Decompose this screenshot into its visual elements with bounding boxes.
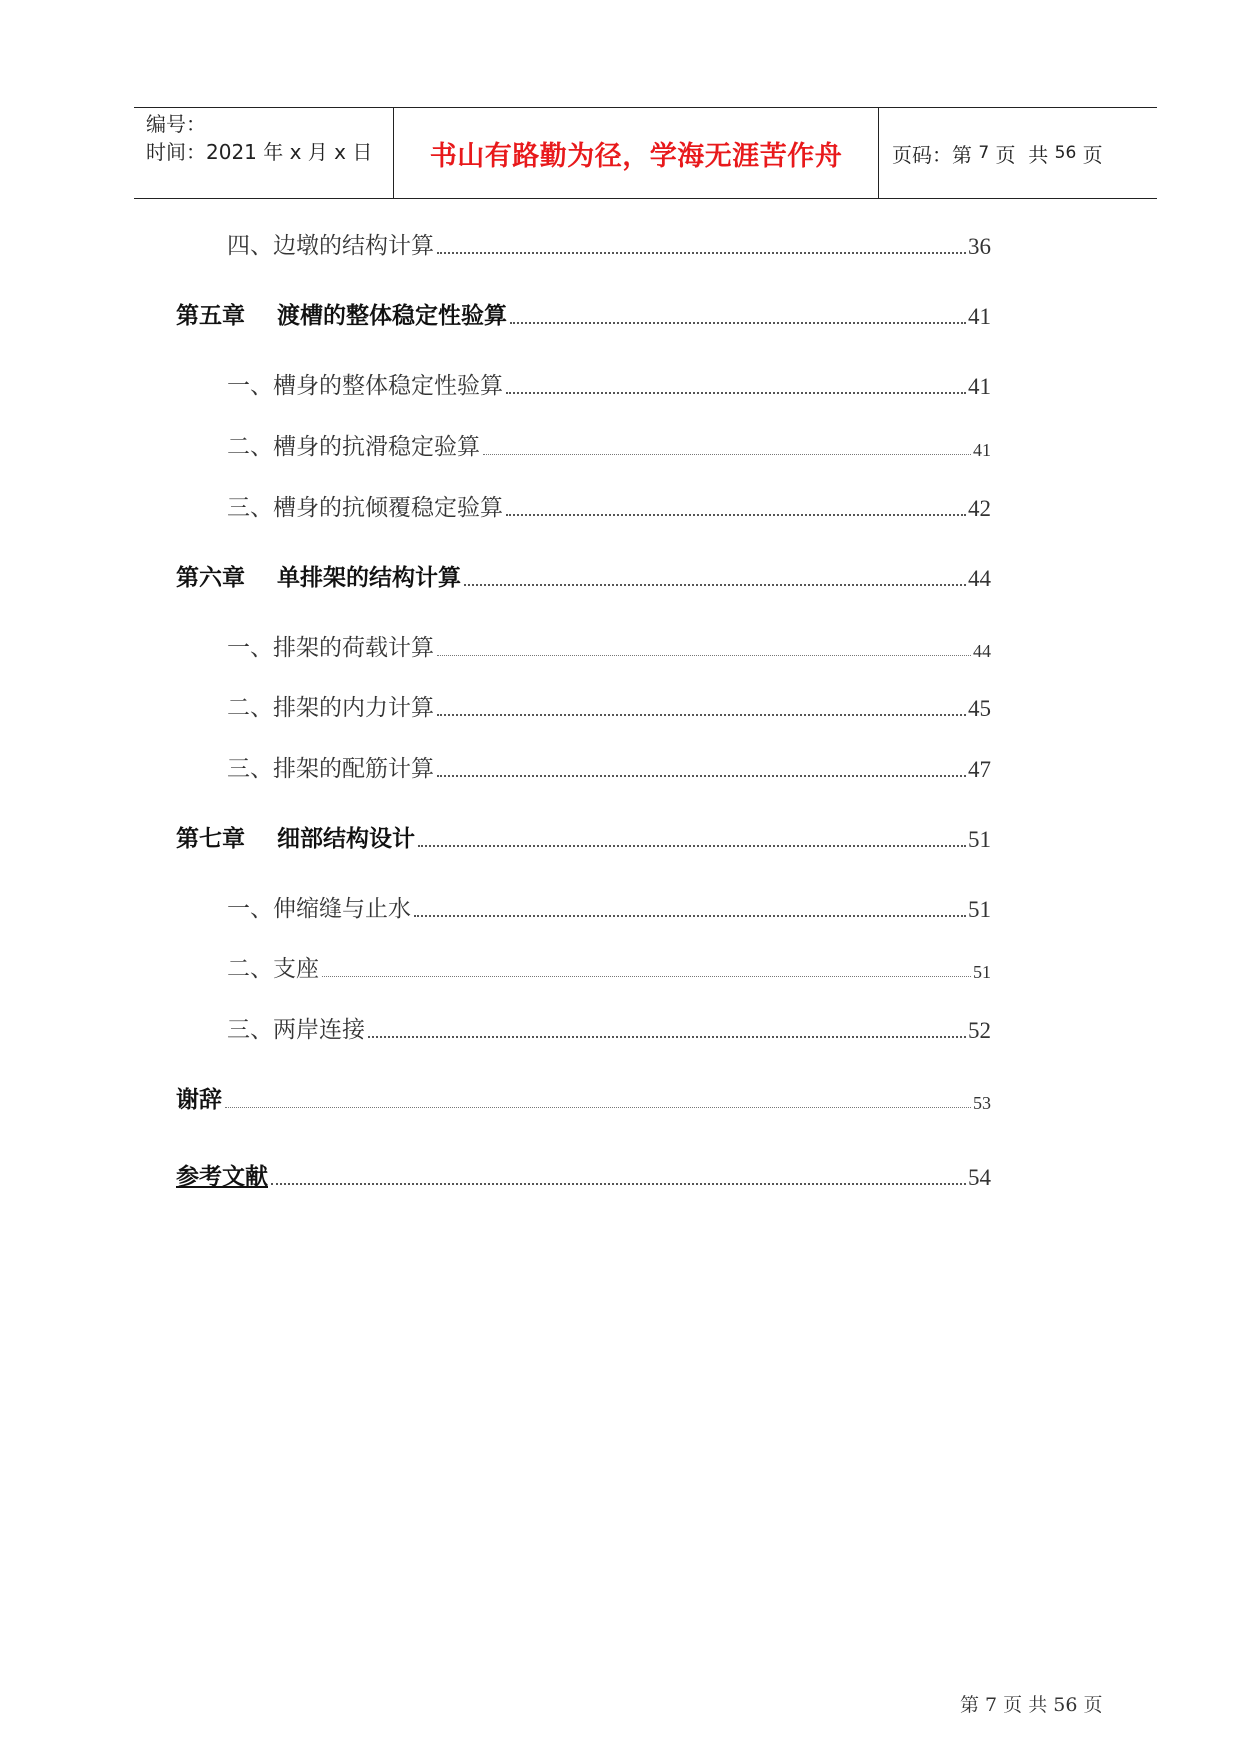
toc-entry-label: 第五章 渡槽的整体稳定性验算 xyxy=(176,302,508,329)
toc-chapter-entry[interactable] xyxy=(176,1078,991,1114)
toc-entry-label: 四、边墩的结构计算 xyxy=(227,233,434,259)
toc-leader xyxy=(225,1107,971,1108)
toc-leader xyxy=(437,252,966,254)
toc-entry-label: 三、排架的配筋计算 xyxy=(227,756,434,782)
toc-leader xyxy=(437,775,966,777)
toc-entry-page: 42 xyxy=(968,496,991,521)
toc-entry-label: 一、槽身的整体稳定性验算 xyxy=(227,373,503,399)
toc-entry[interactable] xyxy=(176,364,991,400)
toc-leader xyxy=(368,1036,966,1038)
toc-entry-page: 36 xyxy=(968,234,991,259)
page-total: 56 xyxy=(1054,143,1077,163)
toc-leader xyxy=(506,514,966,516)
toc-leader xyxy=(271,1183,966,1185)
header-meta xyxy=(146,110,391,166)
toc-chapter-entry[interactable] xyxy=(176,1155,991,1191)
toc-leader xyxy=(322,976,971,977)
toc-leader xyxy=(418,845,966,847)
toc-chapter-entry[interactable] xyxy=(176,556,991,592)
number-label: 编号： xyxy=(146,112,206,136)
toc-entry-page: 51 xyxy=(968,827,991,852)
toc-entry-page: 41 xyxy=(973,440,991,460)
toc-entry-label: 三、槽身的抗倾覆稳定验算 xyxy=(227,495,503,521)
toc-entry[interactable] xyxy=(176,887,991,923)
toc-entry-page: 44 xyxy=(973,641,991,661)
toc-entry-page: 51 xyxy=(973,962,991,982)
toc-leader xyxy=(464,584,966,586)
header-divider xyxy=(878,108,879,198)
toc-entry[interactable] xyxy=(176,425,991,461)
toc-entry-label: 一、排架的荷载计算 xyxy=(227,635,434,661)
toc-leader xyxy=(506,392,966,394)
toc-entry[interactable] xyxy=(176,486,991,522)
toc-leader xyxy=(483,454,971,455)
toc-chapter-entry[interactable] xyxy=(176,294,991,330)
toc-entry-label: 参考文献 xyxy=(176,1163,268,1190)
toc-entry-label: 三、两岸连接 xyxy=(227,1017,365,1043)
toc-entry-page: 45 xyxy=(968,696,991,721)
toc-entry[interactable] xyxy=(176,747,991,783)
toc-entry-page: 53 xyxy=(973,1093,991,1113)
toc-entry[interactable] xyxy=(176,1008,991,1044)
toc-chapter-entry[interactable] xyxy=(176,817,991,853)
time-label: 时间：2021 年 x 月 x 日 xyxy=(146,140,373,164)
page-label-prefix: 页码：第 xyxy=(892,142,979,167)
page-footer: 第 7 页 共 56 页 xyxy=(960,1694,1103,1716)
toc-entry-label: 第七章 细部结构设计 xyxy=(176,825,416,852)
page-current: 7 xyxy=(978,143,990,163)
toc-entry-page: 52 xyxy=(968,1018,991,1043)
toc-entry[interactable] xyxy=(176,686,991,722)
page-label-middle: 页 共 xyxy=(989,142,1055,167)
toc-entry-label: 谢辞 xyxy=(176,1086,222,1113)
toc-leader xyxy=(510,322,966,324)
toc-entry-label: 第六章 单排架的结构计算 xyxy=(176,564,462,591)
toc-leader xyxy=(437,714,966,716)
toc-entry-label: 二、槽身的抗滑稳定验算 xyxy=(227,434,480,460)
toc-leader xyxy=(414,915,966,917)
document-header xyxy=(134,107,1157,199)
toc-entry[interactable] xyxy=(176,626,991,662)
page-label-suffix: 页 xyxy=(1076,142,1103,167)
toc-entry-page: 41 xyxy=(968,304,991,329)
toc-entry[interactable] xyxy=(176,947,991,983)
toc-entry-label: 一、伸缩缝与止水 xyxy=(227,896,411,922)
toc-entry-label: 二、支座 xyxy=(227,956,319,982)
toc-leader xyxy=(437,655,971,656)
toc-entry[interactable] xyxy=(176,224,991,260)
toc-entry-page: 54 xyxy=(968,1165,991,1190)
toc-entry-page: 41 xyxy=(968,374,991,399)
header-motto: 书山有路勤为径，学海无涯苦作舟 xyxy=(429,140,843,172)
toc-entry-page: 47 xyxy=(968,757,991,782)
toc-entry-label: 二、排架的内力计算 xyxy=(227,695,434,721)
toc-entry-page: 51 xyxy=(968,897,991,922)
toc-entry-page: 44 xyxy=(968,566,991,591)
header-page-indicator xyxy=(892,108,1103,198)
